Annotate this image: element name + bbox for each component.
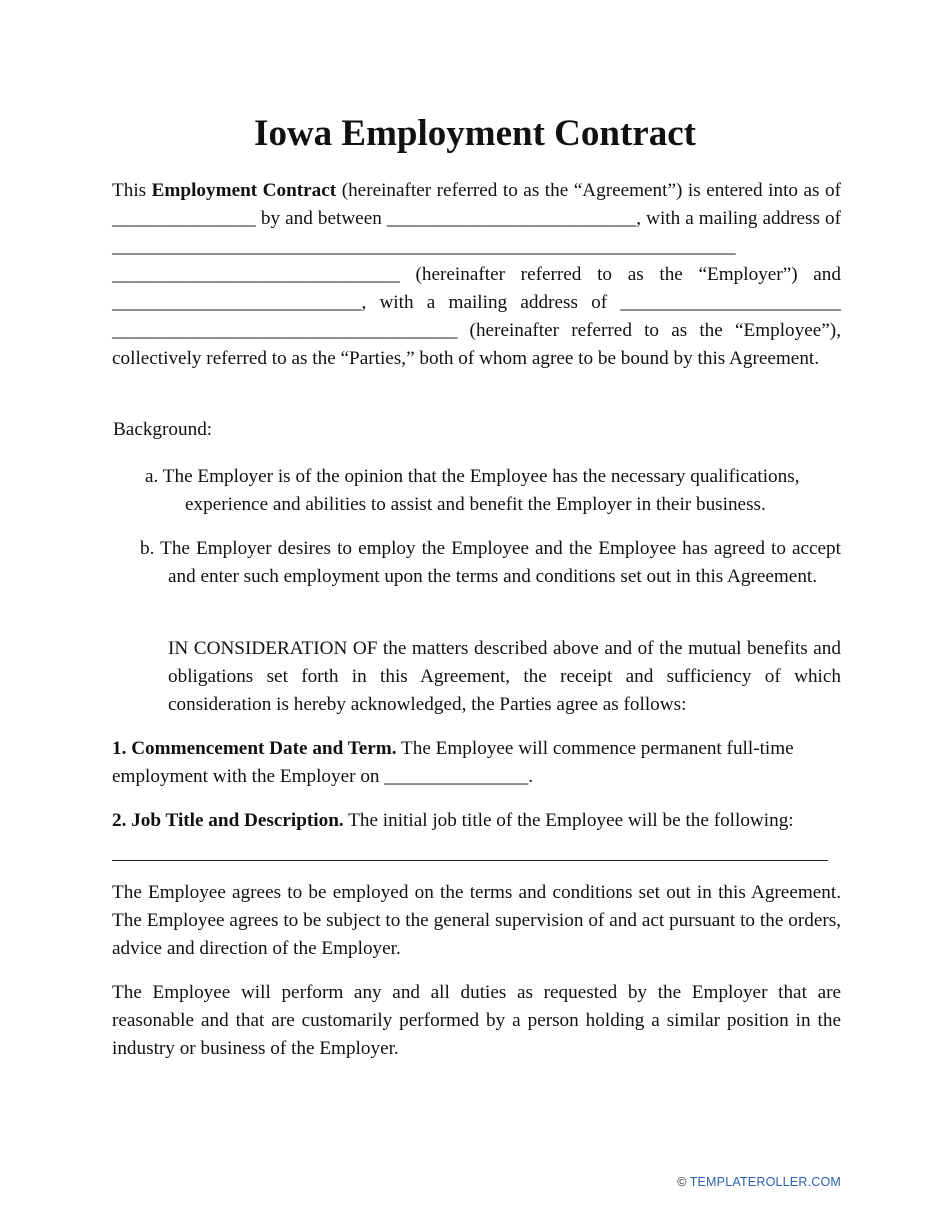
section-commencement: [112, 735, 841, 791]
background-label: Background:: [113, 419, 213, 440]
consideration-paragraph: IN CONSIDERATION OF the matters described above and of the mutual benefits and obligations set forth in this Agreement, the receipt and sufficiency of which consideration is hereby acknowledged, the Parties agree as follows:: [168, 638, 841, 715]
job-title-blank-line: [112, 860, 828, 861]
duties-paragraph: The Employee will perform any and all duties as requested by the Employer that are reasonable and that are customarily performed by a person holding a similar position in the industry or business of the Employer.: [112, 982, 841, 1059]
footer-site-link[interactable]: TEMPLATEROLLER.COM: [689, 1175, 841, 1189]
employment-terms-paragraph: The Employee agrees to be employed on the terms and conditions set out in this Agreement. The Employee agrees to be subject to the general supervision of and act pursuant to the orders, advice and direction of the Employer.: [112, 882, 841, 959]
section-commencement-text: The Employee will commence permanent full-time employment with the Employer on _______________.: [112, 738, 794, 787]
intro-rest: (hereinafter referred to as the “Agreement”) is entered into as of _______________ by and between __________________________, with a mailing address of _________________________________________________________________ ______________________________ (hereinafter referred to as the “Employer”) and __________________________, with a mailing address of _______________________ ____________________________________ (hereinafter referred to as the “Employee”), collectively referred to as the “Parties,” both of whom agree to be bound by this Agreement.: [112, 180, 841, 369]
background-item-a-line1: a. The Employer is of the opinion that the Employee has the necessary qualifications,: [145, 466, 800, 487]
section-job-title-heading: 2. Job Title and Description.: [112, 810, 344, 831]
background-item-a: [145, 463, 835, 519]
section-job-title-text: The initial job title of the Employee will be the following:: [343, 810, 794, 831]
section-commencement-heading: 1. Commencement Date and Term.: [112, 738, 397, 759]
background-item-b: b. The Employer desires to employ the Employee and the Employee has agreed to accept and enter such employment upon the terms and conditions set out in this Agreement.: [140, 538, 841, 587]
intro-paragraph: [112, 177, 841, 373]
section-job-title: [112, 807, 841, 835]
document-title: Iowa Employment Contract: [254, 113, 696, 154]
footer-credit: [677, 1175, 841, 1189]
copyright-symbol: ©: [677, 1175, 687, 1189]
intro-this: This: [112, 180, 152, 201]
intro-contract-term: Employment Contract: [151, 180, 337, 201]
background-item-a-line2: experience and abilities to assist and benefit the Employer in their business.: [185, 494, 766, 515]
